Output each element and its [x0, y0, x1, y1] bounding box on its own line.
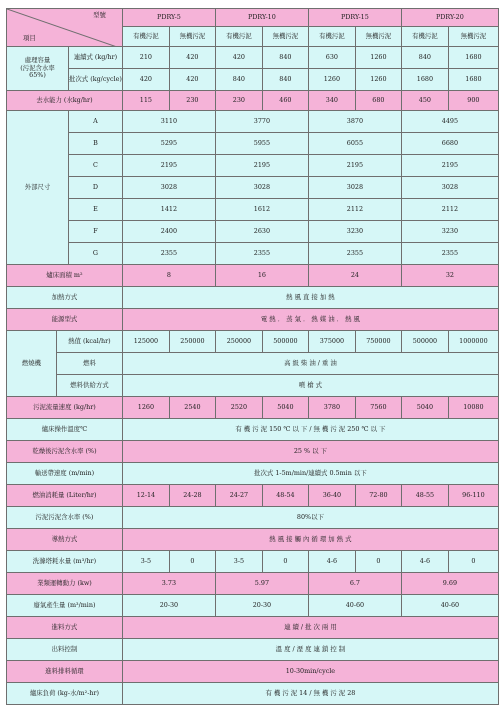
dimension-letter: B	[69, 133, 123, 155]
value-cell: 4-6	[308, 551, 355, 573]
value-cell: 420	[215, 47, 262, 69]
value-cell: 840	[215, 69, 262, 91]
conveyor-speed-label: 輸送帶速度 (m/min)	[7, 463, 123, 485]
value-cell: 2195	[215, 155, 308, 177]
value-cell: 840	[401, 47, 448, 69]
value-cell: 24-27	[215, 485, 262, 507]
value-cell: 熱 風 接 觸 內 循 環 加 熱 式	[122, 529, 498, 551]
model-header: PDRY-20	[401, 9, 498, 27]
capacity-continuous-label: 連續式 (kg/hr)	[69, 47, 123, 69]
value-cell: 2630	[215, 221, 308, 243]
moisture-after-label: 乾燥後污泥含水率 (%)	[7, 441, 123, 463]
dimension-letter: F	[69, 221, 123, 243]
sub-header: 有機污泥	[122, 27, 169, 47]
value-cell: 450	[401, 91, 448, 111]
corner-item-label: 項目	[23, 33, 36, 42]
value-cell: 25 % 以 下	[122, 441, 498, 463]
sub-header: 有機污泥	[215, 27, 262, 47]
value-cell: 熱 風 直 接 加 熱	[122, 287, 498, 309]
value-cell: 32	[401, 265, 498, 287]
value-cell: 7560	[355, 397, 401, 419]
heat-transfer-label: 導熱方式	[7, 529, 123, 551]
value-cell: 1680	[448, 47, 498, 69]
value-cell: 5040	[401, 397, 448, 419]
value-cell: 3.73	[122, 573, 215, 595]
value-cell: 115	[122, 91, 169, 111]
value-cell: 3028	[401, 177, 498, 199]
value-cell: 1412	[122, 199, 215, 221]
heating-method-label: 加熱方式	[7, 287, 123, 309]
value-cell: 1612	[215, 199, 308, 221]
sub-header: 無機污泥	[355, 27, 401, 47]
value-cell: 5955	[215, 133, 308, 155]
value-cell: 2355	[122, 243, 215, 265]
value-cell: 36-40	[308, 485, 355, 507]
value-cell: 24-28	[169, 485, 215, 507]
header-corner-cell	[7, 9, 123, 47]
value-cell: 連 續 / 批 次 兩 用	[122, 617, 498, 639]
value-cell: 500000	[401, 331, 448, 353]
model-header: PDRY-5	[122, 9, 215, 27]
value-cell: 420	[169, 69, 215, 91]
sub-header: 有機污泥	[308, 27, 355, 47]
value-cell: 72-80	[355, 485, 401, 507]
value-cell: 3-5	[122, 551, 169, 573]
value-cell: 250000	[215, 331, 262, 353]
value-cell: 500000	[262, 331, 308, 353]
sub-header: 無機污泥	[448, 27, 498, 47]
value-cell: 噴 槍 式	[122, 375, 498, 397]
value-cell: 2540	[169, 397, 215, 419]
value-cell: 2520	[215, 397, 262, 419]
dimension-letter: E	[69, 199, 123, 221]
value-cell: 1000000	[448, 331, 498, 353]
feed-method-label: 進料方式	[7, 617, 123, 639]
value-cell: 3110	[122, 111, 215, 133]
capacity-batch-label: 批次式 (kg/cycle)	[69, 69, 123, 91]
discharge-control-label: 出料控制	[7, 639, 123, 661]
value-cell: 高 級 柴 油 / 重 油	[122, 353, 498, 375]
value-cell: 2355	[215, 243, 308, 265]
value-cell: 1260	[355, 47, 401, 69]
dimension-letter: C	[69, 155, 123, 177]
value-cell: 460	[262, 91, 308, 111]
value-cell: 210	[122, 47, 169, 69]
feed-cycle-label: 進料排料循環	[7, 661, 123, 683]
model-header: PDRY-10	[215, 9, 308, 27]
energy-type-label: 能源型式	[7, 309, 123, 331]
value-cell: 3230	[308, 221, 401, 243]
value-cell: 3-5	[215, 551, 262, 573]
value-cell: 340	[308, 91, 355, 111]
value-cell: 3780	[308, 397, 355, 419]
dimensions-label: 外部尺寸	[7, 111, 69, 265]
value-cell: 3028	[308, 177, 401, 199]
value-cell: 12-14	[122, 485, 169, 507]
model-header: PDRY-15	[308, 9, 401, 27]
value-cell: 20-30	[122, 595, 215, 617]
value-cell: 5040	[262, 397, 308, 419]
value-cell: 電 熱 ． 蒸 氣 ． 熱 媒 油 ． 熱 風	[122, 309, 498, 331]
value-cell: 1680	[448, 69, 498, 91]
floor-area-label: 爐床面積 m²	[7, 265, 123, 287]
value-cell: 3770	[215, 111, 308, 133]
value-cell: 1260	[308, 69, 355, 91]
value-cell: 3028	[122, 177, 215, 199]
cooling-water-label: 洗滌塔耗水量 (m³/hr)	[7, 551, 123, 573]
dewater-label: 去水能力 (水kg/hr)	[7, 91, 123, 111]
hearth-load-label: 爐床負荷 (kg-水/m²-hr)	[7, 683, 123, 705]
value-cell: 2112	[401, 199, 498, 221]
value-cell: 16	[215, 265, 308, 287]
value-cell: 2355	[308, 243, 401, 265]
dimension-letter: D	[69, 177, 123, 199]
value-cell: 2112	[308, 199, 401, 221]
value-cell: 630	[308, 47, 355, 69]
value-cell: 375000	[308, 331, 355, 353]
value-cell: 840	[262, 69, 308, 91]
spec-table	[6, 8, 499, 705]
value-cell: 40-60	[401, 595, 498, 617]
fuel-consumption-label: 燃油消耗量 (Liter/hr)	[7, 485, 123, 507]
value-cell: 6.7	[308, 573, 401, 595]
value-cell: 125000	[122, 331, 169, 353]
hearth-temp-label: 爐床操作溫度℃	[7, 419, 123, 441]
value-cell: 4495	[401, 111, 498, 133]
value-cell: 有 機 污 泥 150 ℃ 以 下 / 無 機 污 泥 250 ℃ 以 下	[122, 419, 498, 441]
value-cell: 420	[169, 47, 215, 69]
value-cell: 有 機 污 泥 14 / 無 機 污 泥 28	[122, 683, 498, 705]
value-cell: 1260	[355, 69, 401, 91]
dimension-letter: G	[69, 243, 123, 265]
value-cell: 1680	[401, 69, 448, 91]
value-cell: 0	[355, 551, 401, 573]
value-cell: 900	[448, 91, 498, 111]
value-cell: 1260	[122, 397, 169, 419]
value-cell: 2195	[122, 155, 215, 177]
value-cell: 420	[122, 69, 169, 91]
value-cell: 0	[169, 551, 215, 573]
value-cell: 250000	[169, 331, 215, 353]
value-cell: 24	[308, 265, 401, 287]
value-cell: 10-30min/cycle	[122, 661, 498, 683]
value-cell: 750000	[355, 331, 401, 353]
value-cell: 0	[448, 551, 498, 573]
exhaust-label: 廢氣產生量 (m³/min)	[7, 595, 123, 617]
value-cell: 6055	[308, 133, 401, 155]
value-cell: 2400	[122, 221, 215, 243]
capacity-label: 處理容量 (污泥含水率 65%)	[7, 47, 69, 91]
value-cell: 溫 度 / 溼 度 連 鎖 控 制	[122, 639, 498, 661]
sludge-flow-label: 污泥流量速度 (kg/hr)	[7, 397, 123, 419]
value-cell: 5.97	[215, 573, 308, 595]
value-cell: 5295	[122, 133, 215, 155]
value-cell: 20-30	[215, 595, 308, 617]
value-cell: 4-6	[401, 551, 448, 573]
power-label: 業類運轉動力 (kw)	[7, 573, 123, 595]
value-cell: 批次式 1-5m/min/連續式 0.5min 以下	[122, 463, 498, 485]
value-cell: 6680	[401, 133, 498, 155]
sub-header: 無機污泥	[262, 27, 308, 47]
value-cell: 40-60	[308, 595, 401, 617]
value-cell: 96-110	[448, 485, 498, 507]
value-cell: 10080	[448, 397, 498, 419]
value-cell: 230	[169, 91, 215, 111]
value-cell: 840	[262, 47, 308, 69]
value-cell: 230	[215, 91, 262, 111]
heat-value-label: 熱值 (kcal/hr)	[57, 331, 123, 353]
value-cell: 2355	[401, 243, 498, 265]
value-cell: 0	[262, 551, 308, 573]
value-cell: 3230	[401, 221, 498, 243]
value-cell: 9.69	[401, 573, 498, 595]
sludge-moisture-label: 污泥污泥含水率 (%)	[7, 507, 123, 529]
value-cell: 680	[355, 91, 401, 111]
value-cell: 3870	[308, 111, 401, 133]
value-cell: 3028	[215, 177, 308, 199]
value-cell: 48-54	[262, 485, 308, 507]
burner-label: 燃燒機	[7, 331, 57, 397]
sub-header: 有機污泥	[401, 27, 448, 47]
value-cell: 8	[122, 265, 215, 287]
sub-header: 無機污泥	[169, 27, 215, 47]
fuel-supply-label: 燃料供給方式	[57, 375, 123, 397]
value-cell: 48-55	[401, 485, 448, 507]
value-cell: 80%以下	[122, 507, 498, 529]
value-cell: 2195	[401, 155, 498, 177]
corner-model-label: 型號	[93, 11, 106, 19]
dimension-letter: A	[69, 111, 123, 133]
fuel-label: 燃料	[57, 353, 123, 375]
value-cell: 2195	[308, 155, 401, 177]
